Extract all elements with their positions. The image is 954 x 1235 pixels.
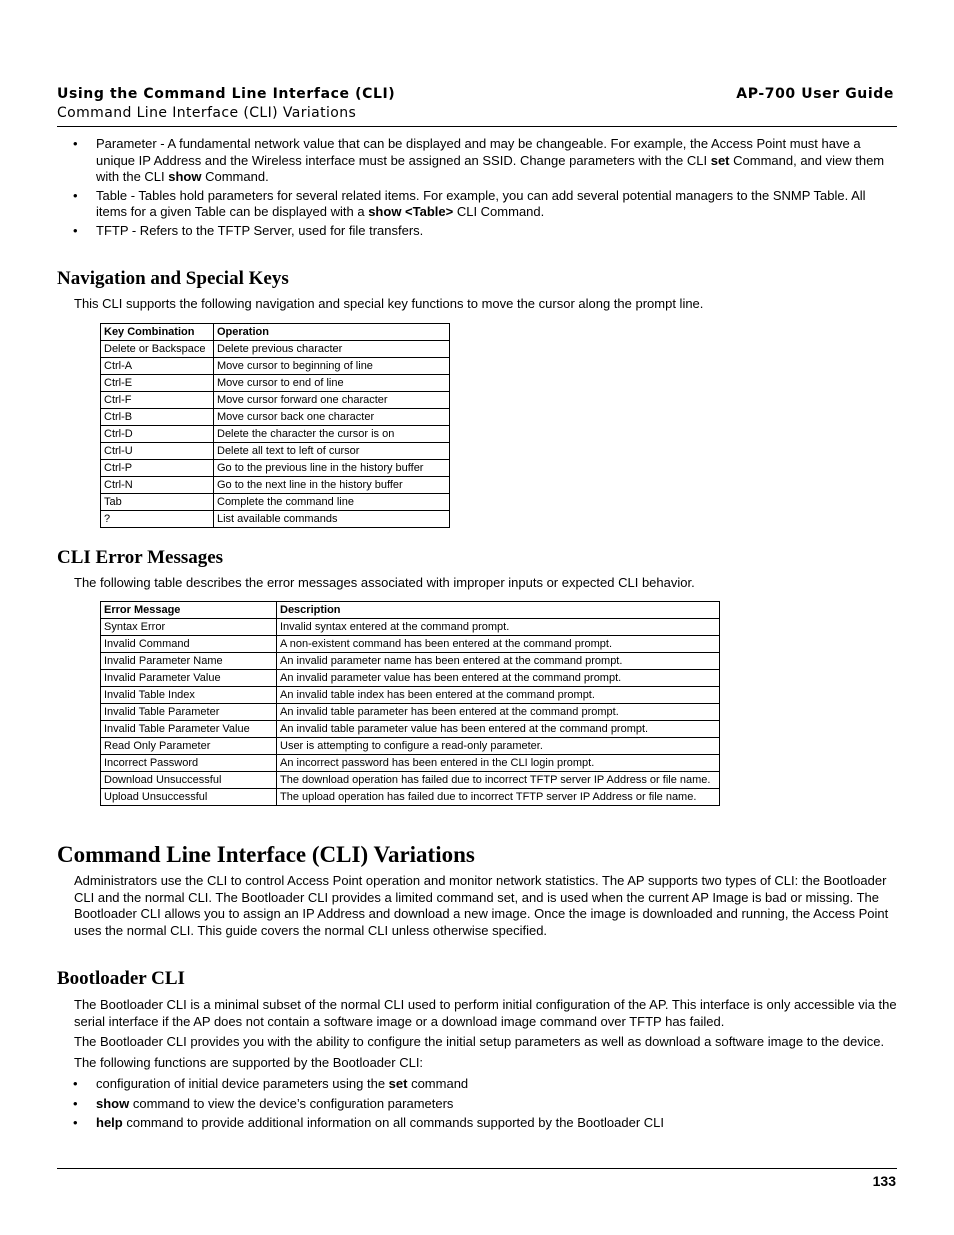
key-cell: Tab — [101, 493, 214, 510]
error-description-cell: The upload operation has failed due to incorrect TFTP server IP Address or file name. — [277, 789, 720, 806]
error-name-cell: Invalid Command — [101, 636, 277, 653]
error-messages-table — [100, 601, 720, 806]
error-name-cell: Invalid Table Parameter — [101, 704, 277, 721]
table-row — [101, 425, 450, 442]
header-section-title: Command Line Interface (CLI) Variations — [57, 105, 357, 121]
error-description-cell: An incorrect password has been entered in the CLI login prompt. — [277, 755, 720, 772]
header-guide-title: AP-700 User Guide — [736, 86, 894, 102]
key-cell: Ctrl-P — [101, 459, 214, 476]
key-cell: ? — [101, 510, 214, 527]
table-row — [101, 340, 450, 357]
list-item: • show command to view the device’s configuration parameters — [57, 1096, 897, 1113]
error-name-cell: Upload Unsuccessful — [101, 789, 277, 806]
bootloader-paragraph: The following functions are supported by the Bootloader CLI: — [74, 1054, 424, 1070]
table-header-row — [101, 323, 450, 340]
column-header: Key Combination — [101, 323, 214, 340]
error-name-cell: Invalid Table Index — [101, 687, 277, 704]
header-chapter-title: Using the Command Line Interface (CLI) — [57, 86, 396, 102]
table-row — [101, 704, 720, 721]
key-cell: Ctrl-B — [101, 408, 214, 425]
table-row — [101, 653, 720, 670]
table-row — [101, 391, 450, 408]
key-cell: Ctrl-U — [101, 442, 214, 459]
table-row — [101, 619, 720, 636]
operation-cell: Delete the character the cursor is on — [214, 425, 450, 442]
bootloader-paragraph: The Bootloader CLI is a minimal subset of the normal CLI used to perform initial configuration of the AP. This interface is only accessible via the serial interface if the AP does not contain a software image or a download image command over TFTP has failed. — [74, 997, 897, 1029]
error-name-cell: Syntax Error — [101, 619, 277, 636]
table-row — [101, 772, 720, 789]
operation-cell: Go to the next line in the history buffer — [214, 476, 450, 493]
table-row — [101, 442, 450, 459]
table-row — [101, 459, 450, 476]
table-row — [101, 357, 450, 374]
key-cell: Ctrl-D — [101, 425, 214, 442]
cli-variations-body: Administrators use the CLI to control Access Point operation and monitor network statistics. The AP supports two types of CLI: the Bootloader CLI and the normal CLI. The Bootloader CLI provides a limited command set, and is used when the current AP Image is bad or missing. The Bootloader CLI allows you to assign an IP Address and download a new image. Once the image is downloaded and running, the Access Point uses the normal CLI. This guide covers the normal CLI unless otherwise specified. — [74, 873, 889, 938]
column-header: Operation — [214, 323, 450, 340]
list-item: • Table - Tables hold parameters for several related items. For example, you can add several potential managers to the SNMP Table. All items for a given Table can be displayed with a show <Table> CLI Command. — [57, 188, 897, 221]
table-row — [101, 738, 720, 755]
cli-variations-heading: Command Line Interface (CLI) Variations — [57, 842, 475, 867]
bootloader-paragraph: The Bootloader CLI provides you with the ability to configure the initial setup parameters as well as download a software image to the device. — [74, 1034, 885, 1049]
table-header-row — [101, 602, 720, 619]
error-name-cell: Invalid Parameter Value — [101, 670, 277, 687]
key-cell: Ctrl-F — [101, 391, 214, 408]
operation-cell: Go to the previous line in the history buffer — [214, 459, 450, 476]
error-description-cell: A non-existent command has been entered at the command prompt. — [277, 636, 720, 653]
nav-keys-heading: Navigation and Special Keys — [57, 268, 289, 289]
error-name-cell: Download Unsuccessful — [101, 772, 277, 789]
table-row — [101, 636, 720, 653]
operation-cell: Delete previous character — [214, 340, 450, 357]
error-description-cell: User is attempting to configure a read-only parameter. — [277, 738, 720, 755]
footer-divider — [57, 1168, 897, 1169]
page-number: 133 — [872, 1173, 896, 1189]
error-description-cell: An invalid table parameter has been entered at the command prompt. — [277, 704, 720, 721]
definition-list — [57, 136, 897, 239]
error-name-cell: Invalid Parameter Name — [101, 653, 277, 670]
error-description-cell: An invalid table index has been entered at the command prompt. — [277, 687, 720, 704]
table-row — [101, 789, 720, 806]
running-header — [57, 85, 395, 122]
error-name-cell: Invalid Table Parameter Value — [101, 721, 277, 738]
list-item: • TFTP - Refers to the TFTP Server, used for file transfers. — [57, 223, 897, 240]
error-description-cell: An invalid parameter value has been entered at the command prompt. — [277, 670, 720, 687]
table-row — [101, 476, 450, 493]
key-cell: Delete or Backspace — [101, 340, 214, 357]
page-content — [57, 136, 897, 1134]
error-description-cell: An invalid table parameter value has been entered at the command prompt. — [277, 721, 720, 738]
table-row — [101, 670, 720, 687]
key-cell: Ctrl-E — [101, 374, 214, 391]
column-header: Description — [277, 602, 720, 619]
bootloader-heading: Bootloader CLI — [57, 968, 185, 989]
key-cell: Ctrl-N — [101, 476, 214, 493]
bootloader-functions-list — [57, 1076, 897, 1132]
operation-cell: Move cursor back one character — [214, 408, 450, 425]
column-header: Error Message — [101, 602, 277, 619]
error-name-cell: Read Only Parameter — [101, 738, 277, 755]
header-divider — [57, 126, 897, 127]
table-row — [101, 493, 450, 510]
operation-cell: List available commands — [214, 510, 450, 527]
operation-cell: Move cursor to end of line — [214, 374, 450, 391]
table-row — [101, 374, 450, 391]
table-row — [101, 721, 720, 738]
table-row — [101, 510, 450, 527]
error-messages-heading: CLI Error Messages — [57, 546, 224, 568]
list-item: • configuration of initial device parameters using the set command — [57, 1076, 897, 1093]
error-messages-intro: The following table describes the error messages associated with improper inputs or expected CLI behavior. — [74, 574, 695, 590]
table-row — [101, 687, 720, 704]
error-name-cell: Incorrect Password — [101, 755, 277, 772]
table-row — [101, 408, 450, 425]
error-description-cell: Invalid syntax entered at the command prompt. — [277, 619, 720, 636]
operation-cell: Move cursor forward one character — [214, 391, 450, 408]
operation-cell: Delete all text to left of cursor — [214, 442, 450, 459]
nav-keys-intro: This CLI supports the following navigation and special key functions to move the cursor along the prompt line. — [74, 296, 704, 311]
nav-keys-table — [100, 323, 450, 528]
error-description-cell: An invalid parameter name has been entered at the command prompt. — [277, 653, 720, 670]
list-item: • Parameter - A fundamental network value that can be displayed and may be changeable. For example, the Access Point must have a unique IP Address and the Wireless interface must be assigned an SSID. Change parameters with the CLI set Command, and view them with the CLI show Command. — [57, 136, 897, 186]
list-item: • help command to provide additional information on all commands supported by the Bootloader CLI — [57, 1115, 897, 1132]
key-cell: Ctrl-A — [101, 357, 214, 374]
operation-cell: Move cursor to beginning of line — [214, 357, 450, 374]
operation-cell: Complete the command line — [214, 493, 450, 510]
table-row — [101, 755, 720, 772]
error-description-cell: The download operation has failed due to incorrect TFTP server IP Address or file name. — [277, 772, 720, 789]
